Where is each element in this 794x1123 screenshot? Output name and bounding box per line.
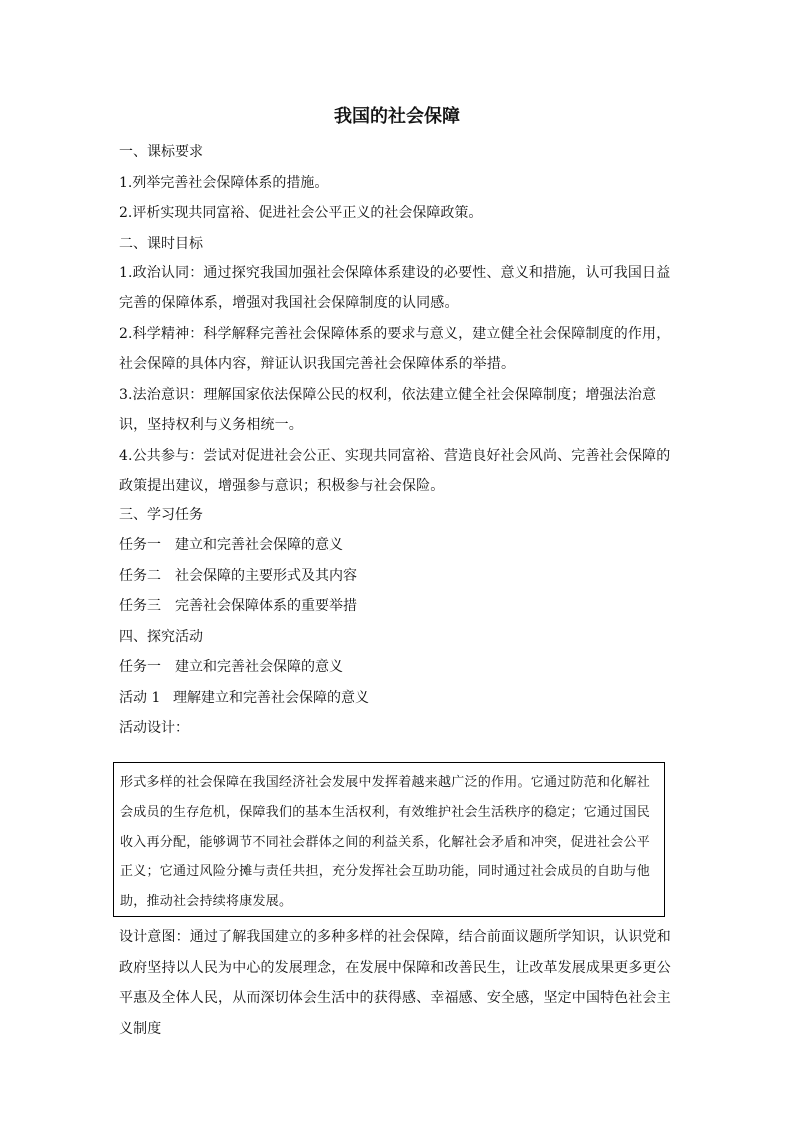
- activity-heading: [119, 688, 679, 708]
- section-heading-objectives: 二、课时目标: [119, 235, 203, 252]
- design-intent-paragraph: 设计意图：通过了解我国建立的多种多样的社会保障，结合前面议题所学知识，认识党和政府坚持以人民为中心的发展理念，在发展中保障和改善民生，让改革发展成果更多更公平惠及全体人民，从而深切体会生活中的获得感、幸福感、安全感，坚定中国特色社会主义制度: [119, 929, 671, 1037]
- task-label: 任务二: [119, 567, 161, 584]
- task-text: 建立和完善社会保障的意义: [175, 659, 343, 675]
- document-body: [119, 142, 679, 738]
- objective-item-2: 2.科学精神：科学解释完善社会保障体系的要求与意义，建立健全社会保障制度的作用，社会保障的具体内容，辩证认识我国完善社会保障体系的举措。: [119, 325, 671, 372]
- section-heading-tasks: 三、学习任务: [119, 506, 203, 523]
- task-item-2: [119, 566, 679, 586]
- activity-material-box: [113, 762, 665, 917]
- section-heading-standards: 一、课标要求: [119, 144, 203, 160]
- objective-item-3: 3.法治意识：理解国家依法保障公民的权利，依法建立健全社会保障制度；增强法治意识，坚持权利与义务相统一。: [119, 386, 657, 433]
- activity-task-heading: [119, 657, 679, 677]
- task-text: 建立和完善社会保障的意义: [175, 537, 343, 553]
- task-label: 任务一: [119, 659, 161, 675]
- task-text: 社会保障的主要形式及其内容: [175, 567, 357, 584]
- task-item-3: [119, 596, 679, 616]
- standards-item-1: 1.列举完善社会保障体系的措施。: [119, 174, 329, 191]
- activity-material-text: 形式多样的社会保障在我国经济社会发展中发挥着越来越广泛的作用。它通过防范和化解社会成员的生存危机，保障我们的基本生活权利，有效维护社会生活秩序的稳定；它通过国民收入再分配，能够调节不同社会群体之间的利益关系，化解社会矛盾和冲突，促进社会公平正义；它通过风险分摊与责任共担，充分发挥社会互助功能，同时通过社会成员的自助与他助，推动社会持续将康发展。: [120, 775, 651, 910]
- document-title: 我国的社会保障: [334, 106, 460, 127]
- activity-label: 活动 1: [119, 689, 161, 706]
- standards-item-2: 2.评析实现共同富裕、促进社会公平正义的社会保障政策。: [119, 205, 483, 221]
- task-item-1: [119, 535, 679, 555]
- objective-item-1: 1.政治认同：通过探究我国加强社会保障体系建设的必要性、意义和措施，认可我国日益完善的保障体系，增强对我国社会保障制度的认同感。: [119, 264, 671, 311]
- task-label: 任务一: [119, 537, 161, 553]
- activity-design-label: 活动设计：: [119, 720, 189, 736]
- objective-item-4: 4.公共参与：尝试对促进社会公正、实现共同富裕、营造良好社会风尚、完善社会保障的政策提出建议，增强参与意识；积极参与社会保险。: [119, 447, 671, 494]
- task-label: 任务三: [119, 598, 161, 614]
- section-heading-activities: 四、探究活动: [119, 628, 203, 645]
- task-text: 完善社会保障体系的重要举措: [175, 598, 357, 614]
- activity-text: 理解建立和完善社会保障的意义: [173, 689, 369, 706]
